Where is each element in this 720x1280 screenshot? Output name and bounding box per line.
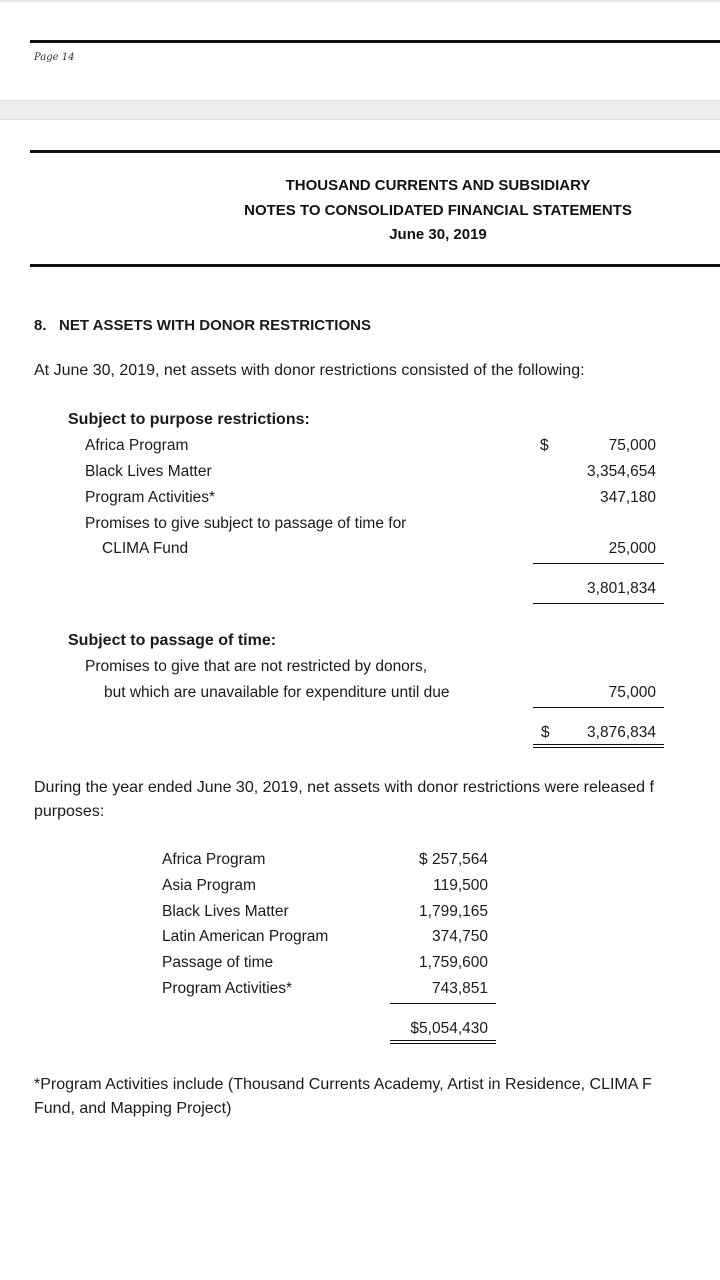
time-label-line1: Promises to give that are not restricted by donors, [85,658,428,675]
purpose-row-label: Program Activities* [85,489,216,506]
page-break-band [0,100,720,120]
released-row-label: Passage of time [162,954,274,971]
purpose-row-value: 3,354,654 [587,463,656,480]
header-date: June 30, 2019 [389,226,487,243]
purpose-heading: Subject to purpose restrictions: [68,411,310,428]
purpose-row-value: 75,000 [608,437,656,454]
promise-label-line2: CLIMA Fund [102,540,189,557]
promise-value: 25,000 [533,540,664,564]
currency-symbol: $ [541,724,550,741]
released-row-value: 1,799,165 [419,903,488,920]
section-title: 8. NET ASSETS WITH DONOR RESTRICTIONS [34,317,371,334]
released-total: $5,054,430 [390,1020,496,1044]
page-label: Page 14 [34,52,75,63]
footnote-line1: *Program Activities include (Thousand Currents Academy, Artist in Residence, CLIMA F [34,1076,652,1093]
released-intro-line1: During the year ended June 30, 2019, net assets with donor restrictions were released f [34,779,654,796]
purpose-row-label: Africa Program [85,437,189,454]
top-edge [0,0,720,2]
released-row-label: Black Lives Matter [162,903,289,920]
header-rule-top [30,150,720,153]
header-doc-title: NOTES TO CONSOLIDATED FINANCIAL STATEMENTS [244,202,632,219]
released-row-label: Asia Program [162,877,256,894]
purpose-subtotal: 3,801,834 [533,580,664,604]
grand-total: 3,876,834 [533,724,664,748]
released-row-value: $ 257,564 [419,851,488,868]
released-row-value: 119,500 [433,877,488,894]
released-row-label: Program Activities* [162,980,293,997]
header-org: THOUSAND CURRENTS AND SUBSIDIARY [285,177,591,194]
time-heading: Subject to passage of time: [68,632,277,649]
header-rule-bottom [30,264,720,267]
released-row-value: 374,750 [431,928,488,945]
promise-label-line1: Promises to give subject to passage of time for [85,515,407,532]
released-intro-line2: purposes: [34,803,105,820]
time-value: 75,000 [533,684,664,708]
section-intro: At June 30, 2019, net assets with donor restrictions consisted of the following: [34,362,585,379]
footnote-line2: Fund, and Mapping Project) [34,1100,232,1117]
released-row-value: 1,759,600 [419,954,488,971]
released-row-value: 743,851 [390,980,496,1004]
released-row-label: Latin American Program [162,928,329,945]
purpose-row-label: Black Lives Matter [85,463,212,480]
purpose-row-value: 347,180 [599,489,656,506]
time-label-line2: but which are unavailable for expenditure until due [104,684,450,701]
released-row-label: Africa Program [162,851,266,868]
currency-symbol: $ [540,437,549,454]
page-top-rule [30,40,720,43]
